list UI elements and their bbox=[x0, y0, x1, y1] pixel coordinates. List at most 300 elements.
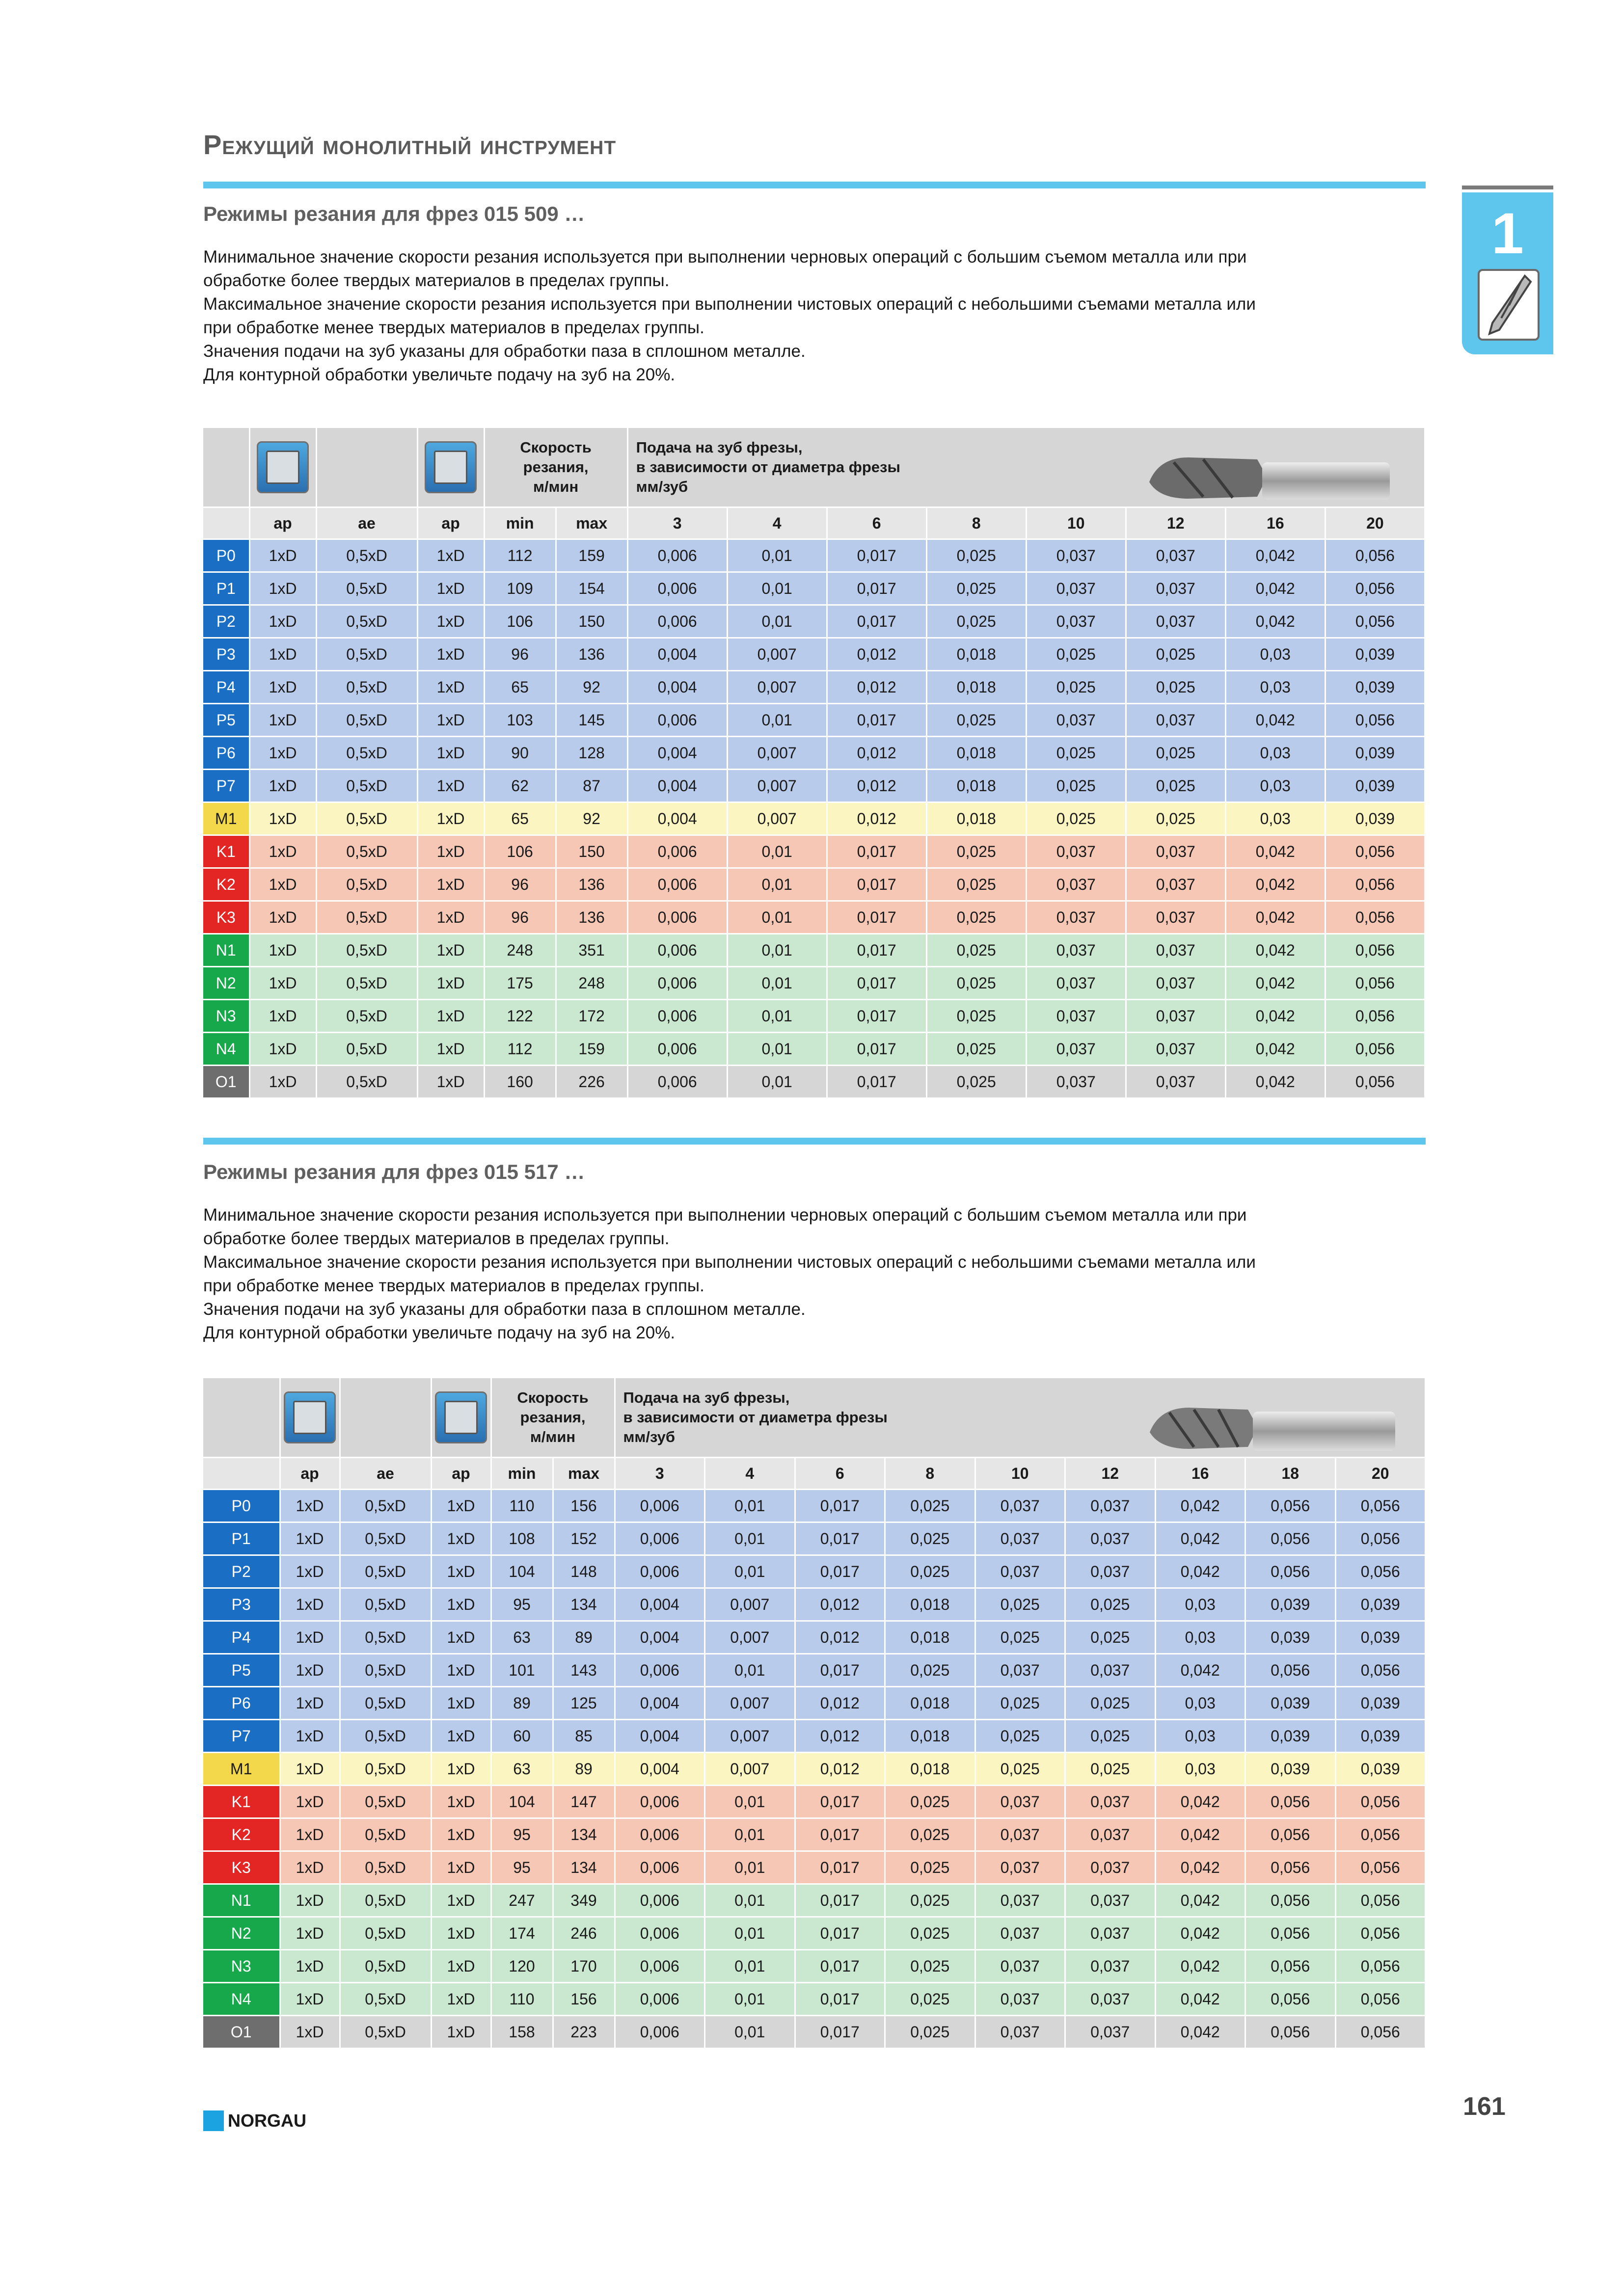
table-cell: 0,042 bbox=[1225, 868, 1325, 901]
table-cell: 0,01 bbox=[705, 1522, 795, 1555]
table-cell: 159 bbox=[556, 1033, 627, 1066]
table-cell: 0,025 bbox=[1026, 671, 1126, 704]
table-cell: 89 bbox=[553, 1621, 615, 1654]
table-row bbox=[203, 737, 1425, 770]
material-group-cell: K2 bbox=[203, 1818, 280, 1851]
table-cell: 0,5xD bbox=[316, 671, 417, 704]
table-cell: 0,017 bbox=[827, 835, 926, 868]
table-cell: 1xD bbox=[249, 901, 316, 934]
table-cell: 147 bbox=[553, 1786, 615, 1818]
table-cell: 134 bbox=[553, 1818, 615, 1851]
table-row bbox=[203, 1917, 1426, 1950]
material-group-cell: P1 bbox=[203, 572, 249, 605]
table-row bbox=[203, 1851, 1426, 1884]
table-cell: 0,056 bbox=[1325, 1066, 1425, 1098]
table-row bbox=[203, 934, 1425, 967]
table-cell: 0,037 bbox=[1126, 835, 1225, 868]
table-cell: 0,056 bbox=[1335, 1490, 1426, 1522]
table-cell: 152 bbox=[553, 1522, 615, 1555]
speed-header-line: Скорость bbox=[520, 439, 592, 456]
table-cell: 0,042 bbox=[1155, 1851, 1245, 1884]
table-cell: 0,037 bbox=[975, 1917, 1065, 1950]
table-cell: 150 bbox=[556, 605, 627, 638]
material-group-cell: P5 bbox=[203, 1654, 280, 1687]
table-cell: 0,025 bbox=[1065, 1720, 1156, 1753]
table-cell: 0,037 bbox=[1126, 539, 1225, 572]
table-cell: 0,056 bbox=[1335, 1983, 1426, 2016]
table-cell: 0,056 bbox=[1325, 868, 1425, 901]
table-cell: 0,5xD bbox=[340, 1950, 431, 1983]
table-cell: 1xD bbox=[417, 605, 484, 638]
table-cell: 0,017 bbox=[827, 934, 926, 967]
table-row bbox=[203, 1983, 1426, 2016]
table-cell: 0,017 bbox=[827, 572, 926, 605]
table-cell: 0,042 bbox=[1155, 2016, 1245, 2049]
table-cell: 120 bbox=[491, 1950, 553, 1983]
table-cell: 0,004 bbox=[615, 1687, 705, 1720]
table-cell: 0,025 bbox=[1026, 770, 1126, 802]
table-cell: 0,025 bbox=[885, 1786, 975, 1818]
table-cell: 0,039 bbox=[1245, 1720, 1336, 1753]
table-cell: 1xD bbox=[431, 1490, 491, 1522]
table-cell: 0,5xD bbox=[340, 1654, 431, 1687]
table-cell: 0,006 bbox=[627, 704, 727, 737]
chapter-tab[interactable] bbox=[1462, 192, 1553, 354]
speed-header-line: Скорость bbox=[517, 1389, 589, 1406]
material-group-cell: K1 bbox=[203, 835, 249, 868]
table-cell: 0,01 bbox=[727, 704, 827, 737]
table-cell: 0,042 bbox=[1155, 1786, 1245, 1818]
table-cell: 0,037 bbox=[1026, 901, 1126, 934]
material-group-cell: K2 bbox=[203, 868, 249, 901]
table-cell: 136 bbox=[556, 638, 627, 671]
column-header: 16 bbox=[1155, 1458, 1245, 1490]
table-cell: 0,056 bbox=[1335, 1818, 1426, 1851]
table-cell: 1xD bbox=[249, 572, 316, 605]
table-cell: 0,025 bbox=[926, 967, 1026, 1000]
material-group-cell: O1 bbox=[203, 1066, 249, 1098]
table-cell: 0,01 bbox=[727, 605, 827, 638]
table-cell: 1xD bbox=[417, 901, 484, 934]
material-group-cell: P3 bbox=[203, 638, 249, 671]
table-cell: 0,004 bbox=[627, 638, 727, 671]
chapter-number: 1 bbox=[1491, 201, 1524, 266]
column-header: 20 bbox=[1335, 1458, 1426, 1490]
table-cell: 0,5xD bbox=[340, 2016, 431, 2049]
table-cell: 0,012 bbox=[795, 1753, 885, 1786]
table-cell: 0,037 bbox=[1065, 1884, 1156, 1917]
table-cell: 223 bbox=[553, 2016, 615, 2049]
table-cell: 136 bbox=[556, 868, 627, 901]
table-cell: 0,018 bbox=[926, 638, 1026, 671]
table-cell: 0,5xD bbox=[316, 802, 417, 835]
table-cell: 1xD bbox=[280, 1753, 340, 1786]
table-cell: 0,056 bbox=[1245, 1490, 1336, 1522]
cutting-data-table-015-517 bbox=[203, 1378, 1426, 2049]
table-cell: 0,01 bbox=[705, 1786, 795, 1818]
table-cell: 0,01 bbox=[705, 1851, 795, 1884]
material-group-cell: N2 bbox=[203, 967, 249, 1000]
table-cell: 0,017 bbox=[827, 605, 926, 638]
table-row bbox=[203, 605, 1425, 638]
table-cell: 0,037 bbox=[1126, 1033, 1225, 1066]
section-divider bbox=[203, 1138, 1426, 1145]
table-cell: 0,018 bbox=[885, 1687, 975, 1720]
table-cell: 0,056 bbox=[1325, 605, 1425, 638]
table-cell: 0,007 bbox=[727, 770, 827, 802]
table-cell: 0,042 bbox=[1225, 901, 1325, 934]
table-cell: 1xD bbox=[417, 1000, 484, 1033]
table-cell: 104 bbox=[491, 1786, 553, 1818]
column-header: ap bbox=[280, 1458, 340, 1490]
table-cell: 0,007 bbox=[727, 802, 827, 835]
material-group-cell: M1 bbox=[203, 802, 249, 835]
table-cell: 0,01 bbox=[705, 1983, 795, 2016]
table-cell: 156 bbox=[553, 1490, 615, 1522]
table-cell: 0,018 bbox=[926, 737, 1026, 770]
table-cell: 0,042 bbox=[1225, 539, 1325, 572]
table-row bbox=[203, 1786, 1426, 1818]
table-cell: 0,037 bbox=[1126, 1000, 1225, 1033]
table-cell: 0,056 bbox=[1335, 1786, 1426, 1818]
table-cell: 1xD bbox=[249, 1066, 316, 1098]
table-cell: 0,012 bbox=[827, 638, 926, 671]
table-cell: 0,037 bbox=[1065, 1917, 1156, 1950]
table-cell: 0,01 bbox=[705, 1917, 795, 1950]
feed-header-line: Подача на зуб фрезы, bbox=[636, 439, 803, 456]
table-cell: 104 bbox=[491, 1555, 553, 1588]
slot-milling-icon bbox=[284, 1391, 336, 1443]
column-header: max bbox=[553, 1458, 615, 1490]
table-cell: 0,025 bbox=[885, 1490, 975, 1522]
table-cell: 0,039 bbox=[1325, 737, 1425, 770]
table-cell: 0,017 bbox=[795, 1851, 885, 1884]
feed-header-line: в зависимости от диаметра фрезы bbox=[636, 458, 900, 476]
table-cell: 109 bbox=[484, 572, 556, 605]
table-cell: 1xD bbox=[280, 1884, 340, 1917]
table-cell: 0,056 bbox=[1335, 1555, 1426, 1588]
column-header: 3 bbox=[615, 1458, 705, 1490]
table-cell: 1xD bbox=[280, 1983, 340, 2016]
table-row bbox=[203, 1490, 1426, 1522]
table-cell: 1xD bbox=[431, 1720, 491, 1753]
table-cell: 0,5xD bbox=[340, 1786, 431, 1818]
drill-icon bbox=[1478, 269, 1540, 341]
table-cell: 0,039 bbox=[1335, 1720, 1426, 1753]
table-cell: 0,056 bbox=[1335, 1884, 1426, 1917]
table-row bbox=[203, 802, 1425, 835]
table-cell: 92 bbox=[556, 671, 627, 704]
material-group-cell: M1 bbox=[203, 1753, 280, 1786]
table-row bbox=[203, 1753, 1426, 1786]
table-cell: 0,042 bbox=[1225, 835, 1325, 868]
table-cell: 0,004 bbox=[627, 737, 727, 770]
table-cell: 0,039 bbox=[1335, 1588, 1426, 1621]
table-cell: 0,01 bbox=[705, 1555, 795, 1588]
table-cell: 1xD bbox=[431, 1555, 491, 1588]
table-cell: 1xD bbox=[280, 1687, 340, 1720]
table-cell: 0,037 bbox=[975, 1818, 1065, 1851]
header-blank bbox=[203, 428, 249, 507]
material-group-cell: P4 bbox=[203, 671, 249, 704]
table-cell: 0,01 bbox=[705, 1950, 795, 1983]
table-cell: 0,042 bbox=[1225, 934, 1325, 967]
table-cell: 0,025 bbox=[1065, 1588, 1156, 1621]
header-blank bbox=[316, 428, 417, 507]
table-cell: 0,5xD bbox=[316, 835, 417, 868]
text-line: Для контурной обработки увеличьте подачу на зуб на 20%. bbox=[203, 1323, 676, 1342]
table-cell: 0,025 bbox=[975, 1753, 1065, 1786]
text-line: при обработке менее твердых материалов в пределах группы. bbox=[203, 1276, 704, 1295]
table-cell: 1xD bbox=[249, 1000, 316, 1033]
feed-header-line: мм/зуб bbox=[623, 1428, 676, 1445]
table-cell: 0,007 bbox=[727, 737, 827, 770]
table-cell: 0,037 bbox=[1026, 835, 1126, 868]
table-cell: 0,017 bbox=[827, 967, 926, 1000]
table-cell: 1xD bbox=[280, 1786, 340, 1818]
table-cell: 0,056 bbox=[1245, 1950, 1336, 1983]
table-cell: 134 bbox=[553, 1851, 615, 1884]
table-cell: 160 bbox=[484, 1066, 556, 1098]
table-cell: 159 bbox=[556, 539, 627, 572]
table-row bbox=[203, 572, 1425, 605]
table-cell: 0,056 bbox=[1325, 572, 1425, 605]
table-cell: 0,017 bbox=[827, 868, 926, 901]
page-number: 161 bbox=[1463, 2092, 1506, 2121]
table-cell: 0,03 bbox=[1225, 737, 1325, 770]
table-cell: 0,5xD bbox=[340, 1621, 431, 1654]
material-group-cell: P4 bbox=[203, 1621, 280, 1654]
column-header: 12 bbox=[1065, 1458, 1156, 1490]
table-cell: 156 bbox=[553, 1983, 615, 2016]
table-cell: 0,039 bbox=[1245, 1687, 1336, 1720]
table-cell: 0,042 bbox=[1225, 1000, 1325, 1033]
table-cell: 0,025 bbox=[926, 1000, 1026, 1033]
table-cell: 0,025 bbox=[975, 1621, 1065, 1654]
text-line: обработке более твердых материалов в пределах группы. bbox=[203, 1229, 670, 1248]
header-rule bbox=[203, 182, 1426, 188]
table-cell: 1xD bbox=[249, 770, 316, 802]
table-cell: 0,5xD bbox=[340, 1490, 431, 1522]
text-line: Значения подачи на зуб указаны для обработки паза в сплошном металле. bbox=[203, 342, 806, 361]
table-cell: 0,037 bbox=[1065, 1983, 1156, 2016]
table-cell: 1xD bbox=[431, 1851, 491, 1884]
table-cell: 0,01 bbox=[705, 1884, 795, 1917]
table-cell: 0,039 bbox=[1335, 1687, 1426, 1720]
table-cell: 248 bbox=[484, 934, 556, 967]
table-cell: 0,017 bbox=[827, 1033, 926, 1066]
table-cell: 62 bbox=[484, 770, 556, 802]
table-cell: 110 bbox=[491, 1490, 553, 1522]
table-cell: 0,017 bbox=[795, 1555, 885, 1588]
column-header: ap bbox=[417, 507, 484, 539]
table-cell: 158 bbox=[491, 2016, 553, 2049]
table-row bbox=[203, 1720, 1426, 1753]
table-cell: 0,01 bbox=[727, 934, 827, 967]
table-cell: 0,025 bbox=[1126, 671, 1225, 704]
table-cell: 0,056 bbox=[1325, 1033, 1425, 1066]
table-cell: 96 bbox=[484, 901, 556, 934]
table-cell: 63 bbox=[491, 1753, 553, 1786]
text-line: Минимальное значение скорости резания используется при выполнении черновых операций с большим съемом металла или при bbox=[203, 247, 1247, 267]
table-cell: 1xD bbox=[417, 770, 484, 802]
table-cell: 0,037 bbox=[1126, 868, 1225, 901]
column-header: 12 bbox=[1126, 507, 1225, 539]
feed-header bbox=[627, 428, 1425, 507]
table-cell: 95 bbox=[491, 1818, 553, 1851]
table-cell: 0,006 bbox=[615, 1950, 705, 1983]
table-cell: 0,056 bbox=[1325, 901, 1425, 934]
table-cell: 0,056 bbox=[1245, 1654, 1336, 1687]
table-cell: 0,01 bbox=[705, 1490, 795, 1522]
table-cell: 0,037 bbox=[975, 1786, 1065, 1818]
table-row bbox=[203, 1950, 1426, 1983]
table-cell: 65 bbox=[484, 671, 556, 704]
table-cell: 0,042 bbox=[1225, 572, 1325, 605]
column-header: 6 bbox=[827, 507, 926, 539]
table-cell: 0,025 bbox=[885, 1818, 975, 1851]
table-cell: 1xD bbox=[280, 1522, 340, 1555]
table-cell: 0,056 bbox=[1335, 2016, 1426, 2049]
table-cell: 0,5xD bbox=[316, 1033, 417, 1066]
table-cell: 0,017 bbox=[827, 539, 926, 572]
table-cell: 0,012 bbox=[827, 737, 926, 770]
table-row bbox=[203, 1818, 1426, 1851]
column-header: 4 bbox=[727, 507, 827, 539]
table-cell: 0,025 bbox=[926, 934, 1026, 967]
table-cell: 0,039 bbox=[1325, 770, 1425, 802]
feed-header-line: мм/зуб bbox=[636, 478, 688, 495]
column-header: 18 bbox=[1245, 1458, 1336, 1490]
table-cell: 0,03 bbox=[1225, 770, 1325, 802]
table-cell: 0,03 bbox=[1155, 1588, 1245, 1621]
table-cell: 0,006 bbox=[627, 967, 727, 1000]
table-cell: 0,025 bbox=[926, 1033, 1026, 1066]
table-cell: 1xD bbox=[249, 605, 316, 638]
column-header: 4 bbox=[705, 1458, 795, 1490]
table-cell: 0,004 bbox=[615, 1621, 705, 1654]
table-row bbox=[203, 868, 1425, 901]
table-cell: 0,017 bbox=[795, 1522, 885, 1555]
material-group-cell: P6 bbox=[203, 737, 249, 770]
table-cell: 0,004 bbox=[627, 671, 727, 704]
speed-header-line: резания, bbox=[523, 458, 589, 476]
table-cell: 0,5xD bbox=[340, 1884, 431, 1917]
column-header: 3 bbox=[627, 507, 727, 539]
section-1-title: Режимы резания для фрез 015 509 … bbox=[203, 202, 585, 225]
table-row bbox=[203, 1654, 1426, 1687]
table-cell: 89 bbox=[553, 1753, 615, 1786]
material-group-cell: P1 bbox=[203, 1522, 280, 1555]
table-cell: 0,025 bbox=[926, 1066, 1026, 1098]
column-header: 8 bbox=[885, 1458, 975, 1490]
table-cell: 0,006 bbox=[627, 1033, 727, 1066]
table-cell: 1xD bbox=[249, 737, 316, 770]
column-header: ae bbox=[340, 1458, 431, 1490]
table-cell: 0,018 bbox=[885, 1588, 975, 1621]
table-cell: 246 bbox=[553, 1917, 615, 1950]
table-cell: 0,025 bbox=[1126, 737, 1225, 770]
material-group-cell: P6 bbox=[203, 1687, 280, 1720]
table-cell: 0,025 bbox=[885, 1917, 975, 1950]
material-group-cell: N4 bbox=[203, 1983, 280, 2016]
table-cell: 0,037 bbox=[1065, 1654, 1156, 1687]
table-row bbox=[203, 1033, 1425, 1066]
table-cell: 0,017 bbox=[795, 1786, 885, 1818]
table-cell: 0,037 bbox=[1065, 1818, 1156, 1851]
table-cell: 0,012 bbox=[827, 671, 926, 704]
table-cell: 0,006 bbox=[627, 605, 727, 638]
table-cell: 0,037 bbox=[1026, 539, 1126, 572]
table-row bbox=[203, 967, 1425, 1000]
table-cell: 0,5xD bbox=[340, 1917, 431, 1950]
table-cell: 0,5xD bbox=[340, 1687, 431, 1720]
table-cell: 0,039 bbox=[1245, 1753, 1336, 1786]
table-cell: 0,042 bbox=[1155, 1490, 1245, 1522]
table-cell: 0,056 bbox=[1335, 1950, 1426, 1983]
brand-logo-icon bbox=[203, 2110, 224, 2131]
material-group-cell: P5 bbox=[203, 704, 249, 737]
table-cell: 0,037 bbox=[1126, 572, 1225, 605]
table-cell: 1xD bbox=[249, 704, 316, 737]
table-cell: 0,056 bbox=[1335, 1851, 1426, 1884]
table-cell: 1xD bbox=[417, 638, 484, 671]
table-cell: 0,006 bbox=[615, 1490, 705, 1522]
table-cell: 0,01 bbox=[727, 572, 827, 605]
table-cell: 0,012 bbox=[795, 1621, 885, 1654]
table-cell: 1xD bbox=[417, 868, 484, 901]
table-cell: 0,056 bbox=[1325, 934, 1425, 967]
table-cell: 0,037 bbox=[975, 1522, 1065, 1555]
table-cell: 1xD bbox=[249, 638, 316, 671]
table-cell: 1xD bbox=[417, 539, 484, 572]
speed-header bbox=[491, 1378, 615, 1458]
feed-header-line: в зависимости от диаметра фрезы bbox=[623, 1409, 888, 1426]
table-cell: 0,5xD bbox=[316, 704, 417, 737]
table-cell: 0,037 bbox=[1126, 934, 1225, 967]
table-cell: 0,056 bbox=[1335, 1654, 1426, 1687]
table-cell: 0,017 bbox=[827, 1000, 926, 1033]
table-row bbox=[203, 638, 1425, 671]
feed-header-line: Подача на зуб фрезы, bbox=[623, 1389, 790, 1406]
table-cell: 95 bbox=[491, 1588, 553, 1621]
table-cell: 0,01 bbox=[727, 539, 827, 572]
table-cell: 0,025 bbox=[975, 1720, 1065, 1753]
table-cell: 0,037 bbox=[975, 1851, 1065, 1884]
table-cell: 103 bbox=[484, 704, 556, 737]
table-cell: 0,025 bbox=[926, 605, 1026, 638]
table-cell: 1xD bbox=[431, 1950, 491, 1983]
contour-milling-icon bbox=[435, 1391, 487, 1443]
table-cell: 0,03 bbox=[1155, 1621, 1245, 1654]
table-cell: 0,037 bbox=[1026, 1033, 1126, 1066]
table-cell: 0,037 bbox=[1126, 1066, 1225, 1098]
table-cell: 351 bbox=[556, 934, 627, 967]
table-cell: 0,056 bbox=[1245, 1851, 1336, 1884]
table-cell: 0,007 bbox=[705, 1687, 795, 1720]
table-cell: 0,5xD bbox=[316, 770, 417, 802]
table-cell: 0,037 bbox=[975, 1983, 1065, 2016]
table-cell: 0,018 bbox=[885, 1720, 975, 1753]
table-cell: 175 bbox=[484, 967, 556, 1000]
table-cell: 1xD bbox=[249, 539, 316, 572]
speed-header-line: резания, bbox=[520, 1409, 586, 1426]
table-cell: 143 bbox=[553, 1654, 615, 1687]
text-line: при обработке менее твердых материалов в пределах группы. bbox=[203, 318, 704, 337]
table-cell: 1xD bbox=[249, 934, 316, 967]
table-cell: 0,042 bbox=[1225, 704, 1325, 737]
table-cell: 0,039 bbox=[1325, 671, 1425, 704]
